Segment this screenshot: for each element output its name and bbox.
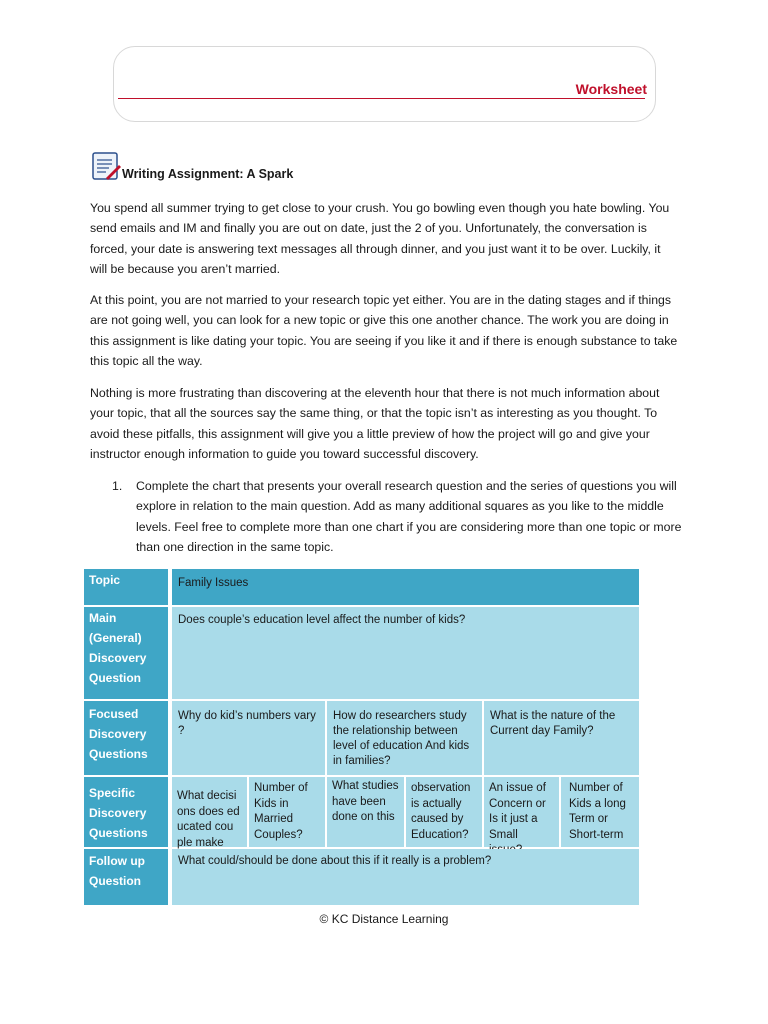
specific-question-3: What studies have been done on this	[327, 777, 404, 847]
topic-value: Family Issues	[172, 569, 639, 605]
specific-question-5: An issue of Concern or Is it just a Small	[484, 777, 559, 847]
paragraph-dating: At this point, you are not married to your research topic yet either. You are in the dating stages and if things are not going well, you can look for a new topic or give this one another chance. The work you are doing in this assignment is like dating your topic. You are seeing if you like it and if there is enough substance to take this topic all the way.	[90, 293, 678, 368]
specific-question-4: observation is actually caused by Education?	[406, 777, 482, 847]
header-box	[113, 46, 656, 122]
paragraph-intro: You spend all summer trying to get close to your crush. You go bowling even though you hate bowling. You send emails and IM and finally you are out on date, just the 2 of you. Unfortunately, the conversation is forced, your date is answering text messages all through dinner, and you just want it to be over. Luckily, it will be because you aren’t married.	[90, 201, 670, 276]
label-focused-questions: Focused Discovery Questions	[84, 701, 168, 775]
discovery-chart	[84, 569, 639, 905]
focused-question-1: Why do kid’s numbers vary ?	[172, 701, 325, 775]
label-follow-up: Follow up Question	[84, 849, 168, 905]
specific-question-2: Number of Kids in Married Couples?	[249, 777, 325, 847]
follow-up-question: What could/should be done about this if it really is a problem?	[172, 849, 639, 905]
focused-question-2: How do researchers study the relationship between level of education And kids in families?	[327, 701, 482, 775]
header-rule	[118, 98, 645, 99]
document-edit-icon	[92, 152, 122, 182]
assignment-title: Writing Assignment: A Spark	[122, 167, 294, 181]
label-specific-questions: Specific Discovery Questions	[84, 777, 168, 847]
list-number: 1.	[112, 479, 123, 493]
specific-question-6: Number of Kids a long Term or Short-term	[561, 777, 639, 847]
paragraph-pitfalls: Nothing is more frustrating than discovering at the eleventh hour that there is not much information about your topic, that all the sources say the same thing, or that the topic isn’t as interesting as you thought. To avoid these pitfalls, this assignment will give you a little preview of how the project will go and give your instructor enough information to guide you toward successful discovery.	[90, 386, 660, 461]
focused-question-3: What is the nature of the Current day Family?	[484, 701, 639, 775]
worksheet-label: Worksheet	[575, 81, 647, 97]
main-question: Does couple’s education level affect the number of kids?	[172, 607, 639, 699]
label-topic: Topic	[84, 569, 168, 605]
footer-copyright: © KC Distance Learning	[319, 912, 449, 926]
label-main-question: Main (General) Discovery Question	[84, 607, 168, 699]
specific-question-1: What decisi ons does ed ucated cou ple make	[172, 777, 247, 847]
list-text: Complete the chart that presents your overall research question and the series of questions you will explore in relation to the main question. Add as many additional squares as you like to the middle levels. Feel free to complete more than one chart if you are considering more than one topic or more than one direction in the same topic.	[136, 479, 682, 554]
